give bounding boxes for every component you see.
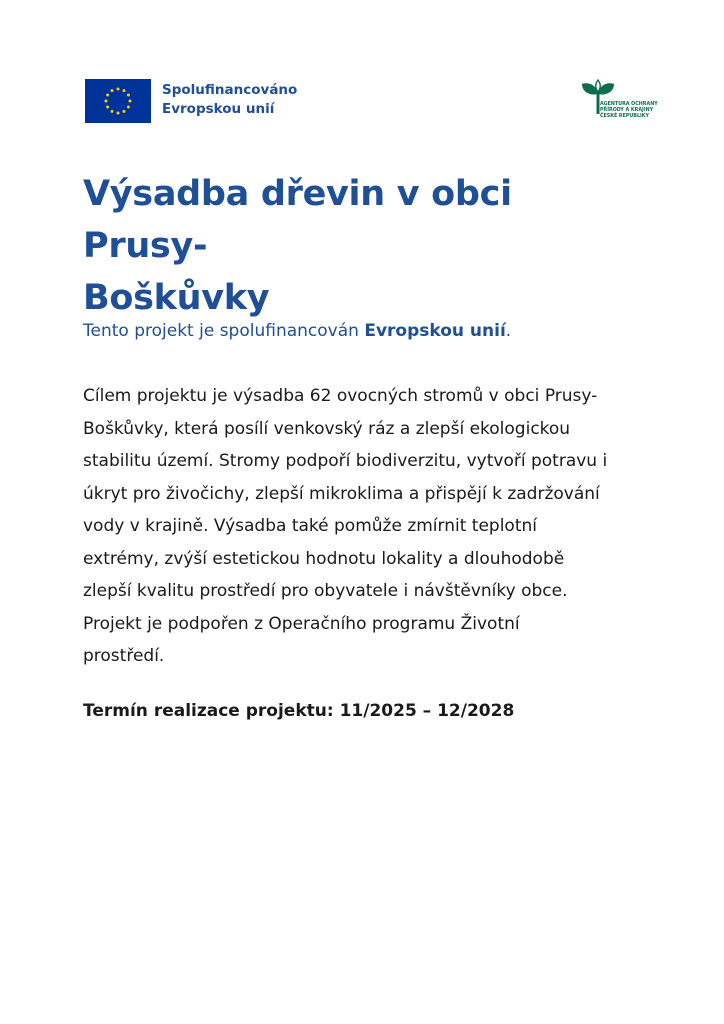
eu-text-line-2: Evropskou unií: [162, 101, 275, 117]
agency-line-1: AGENTURA OCHRANY: [600, 102, 658, 107]
lead-suffix: .: [505, 321, 512, 341]
body-line-9: prostředí.: [83, 646, 165, 666]
eu-text-line-1: Spolufinancováno: [162, 82, 298, 98]
body-line-2: Boškůvky, která posílí venkovský ráz a zlepší ekologickou: [83, 418, 571, 439]
lead-bold: Evropskou unií: [364, 321, 506, 341]
body-line-3: stabilitu území. Stromy podpoří biodiverzitu, vytvoří potravu i: [83, 451, 608, 471]
body-line-1: Cílem projektu je výsadba 62 ovocných stromů v obci Prusy-: [83, 386, 598, 406]
body-line-8: Projekt je podpořen z Operačního programu Životní: [83, 613, 520, 634]
body-line-6: extrémy, zvýší estetickou hodnotu lokality a dlouhodobě: [83, 548, 565, 569]
body-line-4: úkryt pro živočichy, zlepší mikroklima a přispějí k zadržování: [83, 483, 600, 504]
agency-logo: [578, 78, 668, 128]
agency-line-3: ČESKÉ REPUBLIKY: [600, 113, 649, 119]
body-line-7: zlepší kvalitu prostředí pro obyvatele i návštěvníky obce.: [83, 581, 568, 601]
lead-prefix: Tento projekt je spolufinancován: [83, 321, 365, 341]
eu-flag-icon: [85, 79, 151, 123]
project-term: Termín realizace projektu: 11/2025 – 12/2028: [83, 701, 515, 721]
eu-cofinance-label: [162, 81, 297, 119]
body-line-5: vody v krajině. Výsadba také pomůže zmírnit teplotní: [83, 516, 537, 536]
title-line-1: Výsadba dřevin v obci Prusy-: [83, 174, 512, 266]
title-line-2: Boškůvky: [83, 278, 270, 318]
agency-line-2: PŘÍRODY A KRAJINY: [600, 107, 654, 113]
cofinance-statement: [83, 318, 643, 344]
agency-name: [600, 102, 658, 119]
project-description: [83, 380, 663, 673]
page-title: [83, 168, 643, 324]
